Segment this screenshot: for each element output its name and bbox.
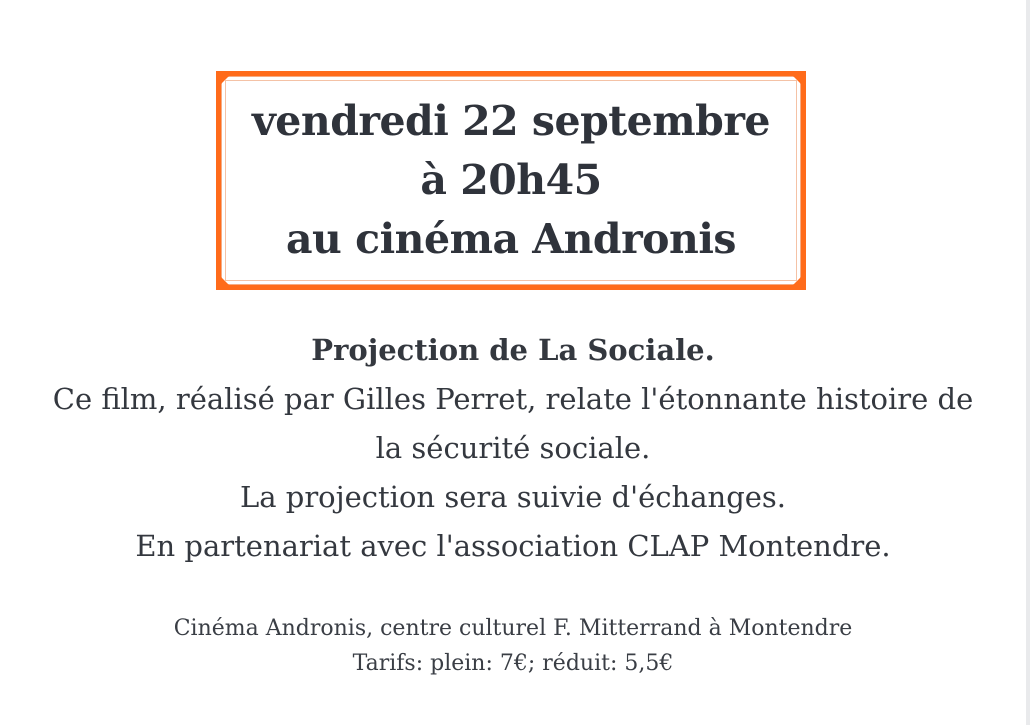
event-date-box	[216, 71, 806, 290]
page-edge	[1026, 0, 1030, 725]
event-date-box-inner	[221, 76, 801, 285]
corner-ornament	[217, 273, 233, 289]
event-date: vendredi 22 septembre	[251, 97, 770, 145]
corner-ornament	[789, 72, 805, 88]
description-line: La projection sera suivie d'échanges.	[239, 480, 787, 514]
ticket-prices: Tarifs: plein: 7€; réduit: 5,5€	[352, 651, 674, 676]
description-line: En partenariat avec l'association CLAP Montendre.	[135, 529, 891, 563]
corner-ornament	[217, 72, 233, 88]
practical-info	[0, 611, 1026, 681]
description-title: Projection de La Sociale.	[311, 333, 715, 367]
film-description	[0, 326, 1026, 571]
event-venue: au cinéma Andronis	[285, 215, 736, 263]
venue-address: Cinéma Andronis, centre culturel F. Mitterrand à Montendre	[173, 616, 853, 641]
description-line: Ce film, réalisé par Gilles Perret, relate l'étonnante histoire de	[52, 382, 974, 416]
corner-ornament	[789, 273, 805, 289]
event-time: à 20h45	[420, 156, 602, 204]
description-line: la sécurité sociale.	[375, 431, 651, 465]
